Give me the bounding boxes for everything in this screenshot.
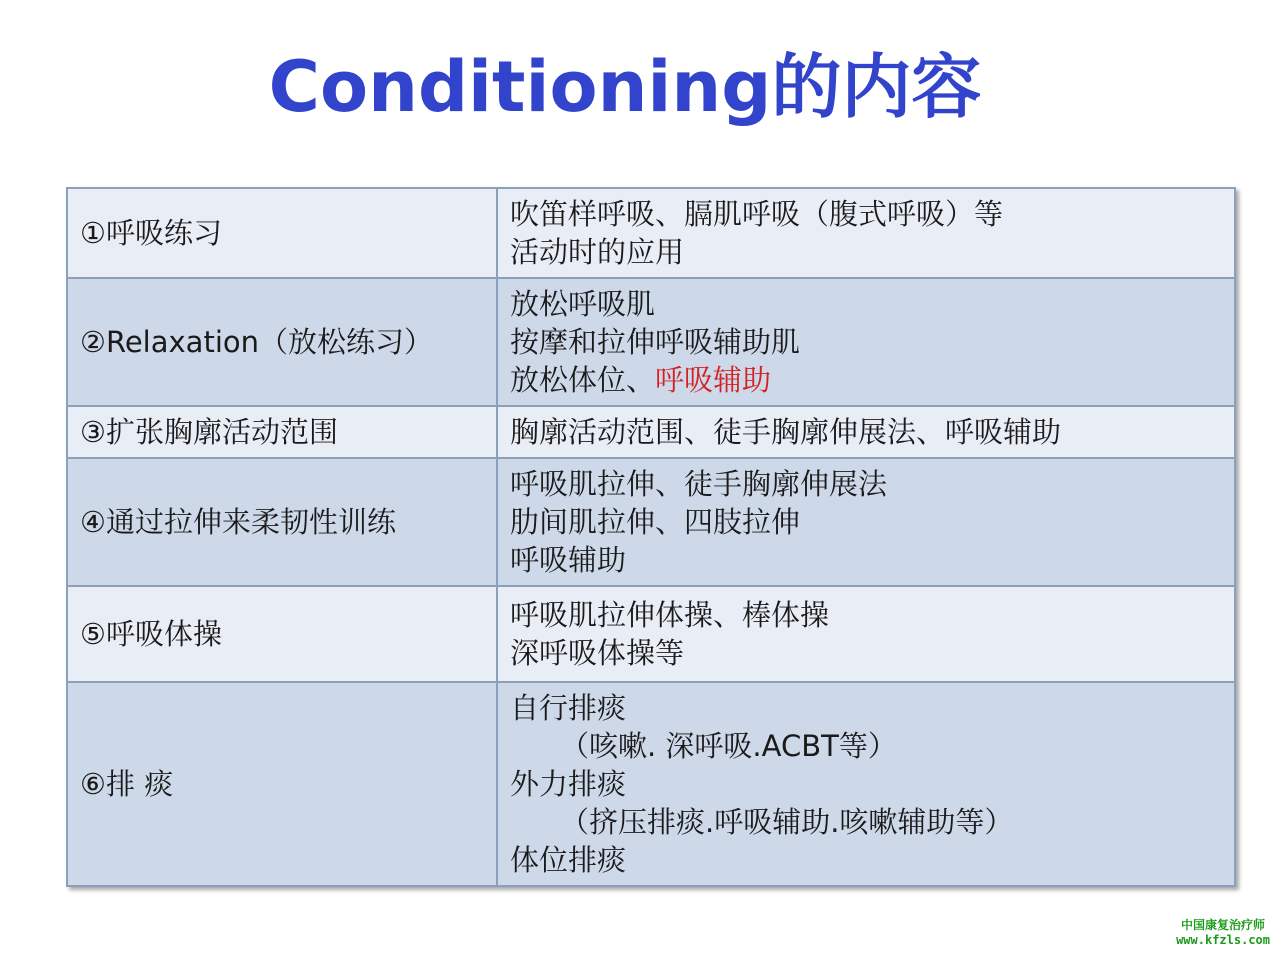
content-line: 深呼吸体操等 [510,636,685,670]
content-line: 吹笛样呼吸、膈肌呼吸（腹式呼吸）等 [510,197,1004,231]
page-title: Conditioning的内容 [268,46,982,128]
content-line: 活动时的应用 [510,235,685,269]
watermark [1176,918,1270,948]
content-line: 按摩和拉伸呼吸辅助肌 [510,325,801,359]
row-content [497,458,1235,586]
content-line: （挤压排痰.呼吸辅助.咳嗽辅助等） [560,805,1014,839]
content-line: 自行排痰 [510,691,627,725]
row-content [497,682,1235,886]
content-line: 胸廓活动范围、徒手胸廓伸展法、呼吸辅助 [510,415,1062,449]
table-row [67,406,1235,458]
row-content [497,406,1235,458]
row-label: ④通过拉伸来柔韧性训练 [67,458,497,586]
row-content [497,188,1235,278]
row-label: ①呼吸练习 [67,188,497,278]
table-row [67,278,1235,406]
table-row [67,458,1235,586]
content-line: 呼吸肌拉伸、徒手胸廓伸展法 [510,467,888,501]
watermark-name: 中国康复治疗师 [1181,918,1266,932]
watermark-url: www.kfzls.com [1176,933,1270,947]
content-line: 体位排痰 [510,843,627,877]
row-label: ②Relaxation（放松练习） [67,278,497,406]
content-line: 外力排痰 [510,767,627,801]
row-content [497,278,1235,406]
row-label: ③扩张胸廓活动范围 [67,406,497,458]
content-line: 呼吸辅助 [510,543,627,577]
table-row [67,188,1235,278]
row-label: ⑤呼吸体操 [67,586,497,682]
content-line: （咳嗽. 深呼吸.ACBT等） [560,729,897,763]
content-line: 肋间肌拉伸、四肢拉伸 [510,505,801,539]
row-label: ⑥排 痰 [67,682,497,886]
content-line: 放松呼吸肌 [510,287,656,321]
conditioning-table [66,187,1236,887]
highlighted-text: 呼吸辅助 [655,363,772,397]
table-row [67,682,1235,886]
table-row [67,586,1235,682]
content-line-prefix: 放松体位、 [510,363,656,397]
row-content [497,586,1235,682]
content-line [510,361,1222,399]
content-line: 呼吸肌拉伸体操、棒体操 [510,598,830,632]
